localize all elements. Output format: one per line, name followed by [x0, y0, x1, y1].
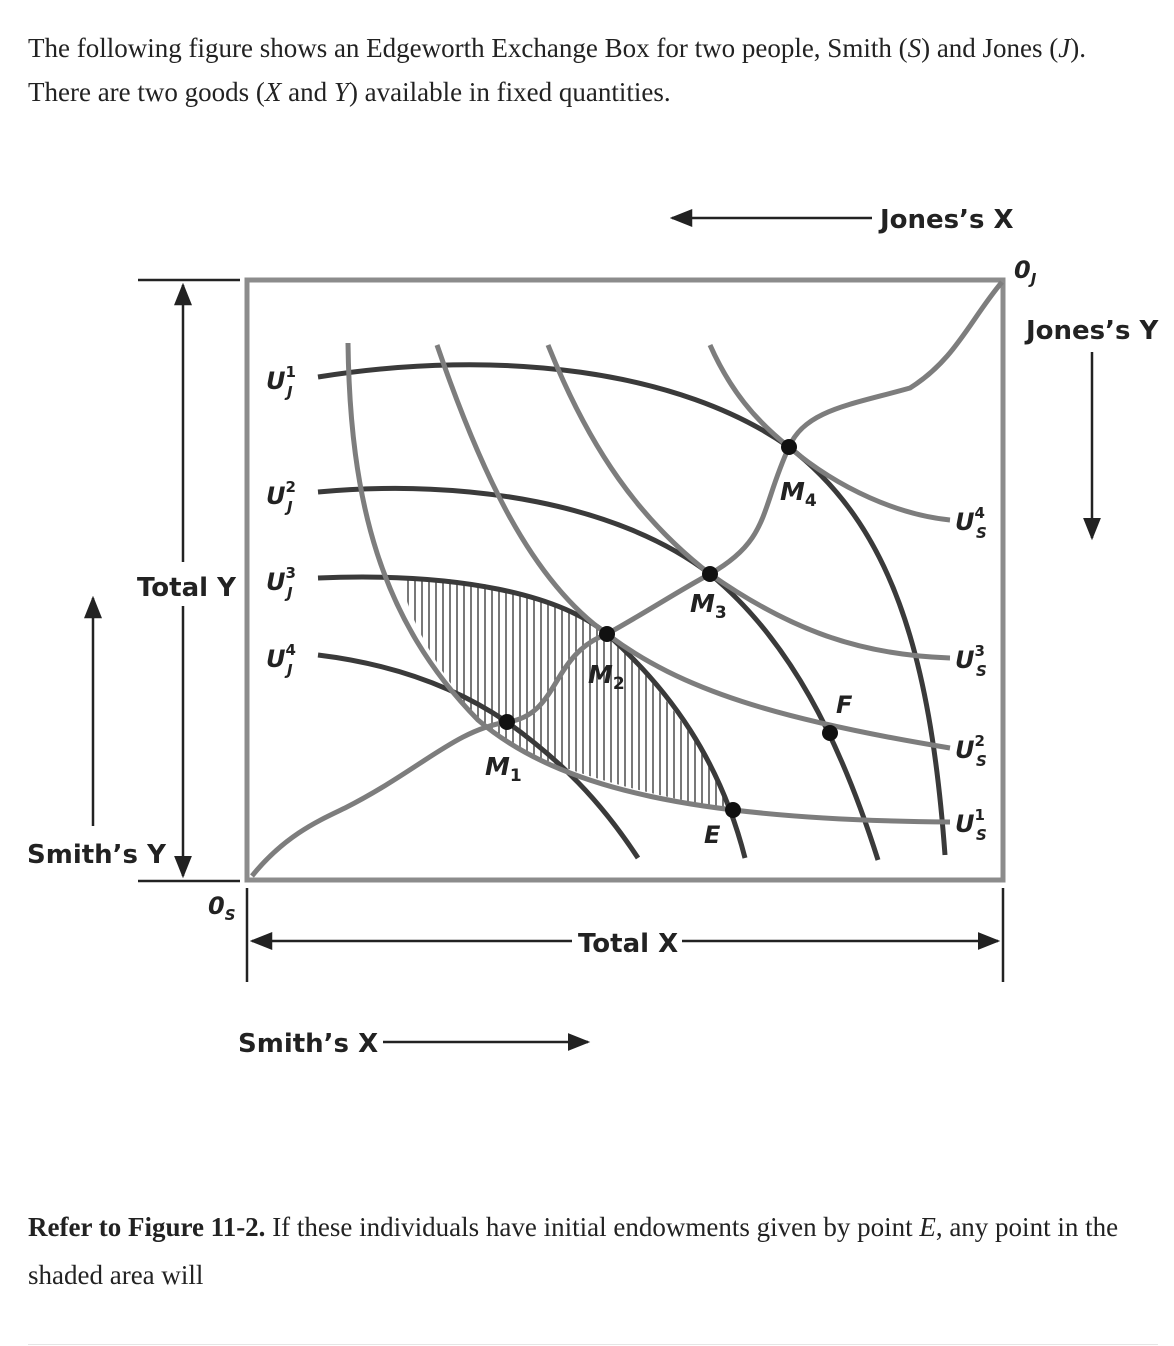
label-us1: $U^1$ S — [955, 806, 987, 844]
label-uj3: $U^3$ J — [266, 564, 296, 602]
jones-y-label: Jones’s Y — [1026, 316, 1159, 346]
origin-smith: $0_S$ — [208, 892, 236, 924]
question-text: Refer to Figure 11-2. If these individuals have initial endowments given by point E, any point in the shaded area will — [28, 1212, 1119, 1290]
label-m1: $M_1$ — [485, 752, 522, 786]
smiths-y-label: Smith’s Y — [27, 840, 166, 870]
point-m1 — [499, 714, 515, 730]
edgeworth-box-figure — [0, 190, 1174, 1059]
label-us4: $U^4$ S — [955, 504, 987, 542]
point-e — [725, 802, 741, 818]
label-uj4: $U^4$ J — [266, 641, 296, 679]
point-m3 — [702, 566, 718, 582]
label-f: F — [836, 691, 853, 719]
smiths-x-label: Smith’s X — [238, 1029, 379, 1059]
total-y-label: Total Y — [137, 573, 236, 603]
label-m4: $M_4$ — [780, 477, 817, 511]
label-uj1: $U^1$ J — [266, 363, 296, 401]
label-m2: $M_2$ — [588, 660, 625, 694]
jones-x-label: Jones’s X — [880, 205, 1014, 235]
label-e: E — [704, 821, 721, 849]
origin-jones: $0_J$ — [1014, 256, 1037, 288]
label-m3: $M_3$ — [690, 589, 727, 623]
total-x-label: Total X — [578, 929, 679, 959]
label-us2: $U^2$ S — [955, 732, 987, 770]
label-uj2: $U^2$ J — [266, 478, 296, 516]
point-m2 — [599, 626, 615, 642]
point-m4 — [781, 439, 797, 455]
point-f — [822, 725, 838, 741]
smith-curve-4 — [710, 345, 950, 520]
label-us3: $U^3$ S — [955, 642, 987, 680]
intro-text: The following figure shows an Edgeworth Exchange Box for two people, Smith (S) and Jones (J). There are two goods (X and Y) available in fixed quantities. — [28, 33, 1087, 107]
divider — [28, 1344, 1158, 1345]
